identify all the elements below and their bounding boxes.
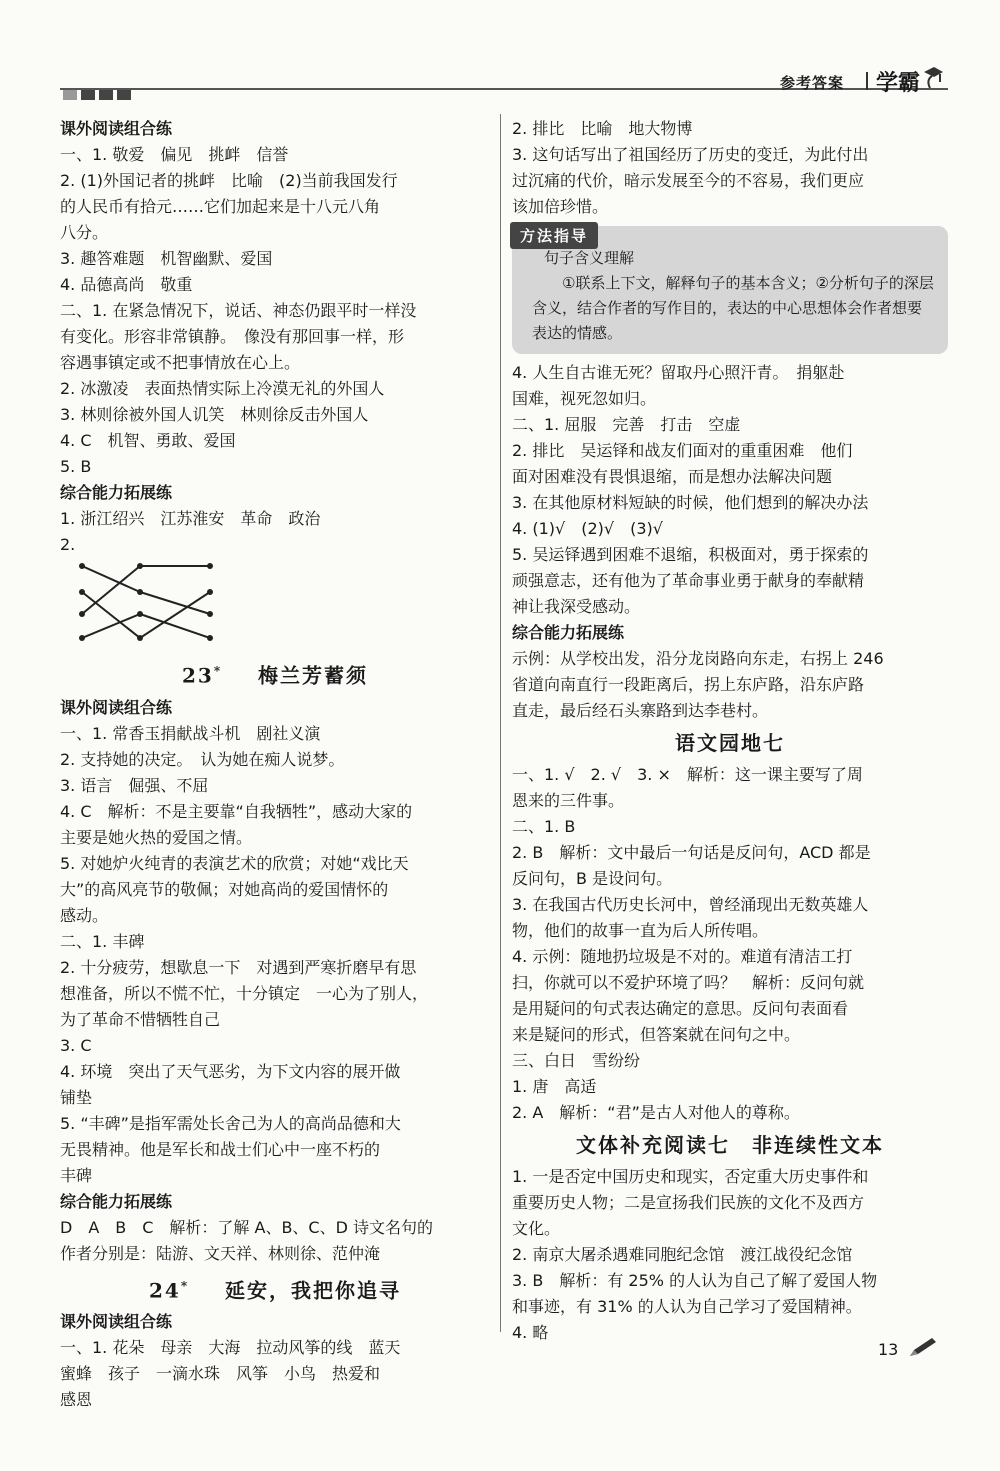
answer-line: 1. 一是否定中国历史和现实，否定重大历史事件和 xyxy=(512,1167,869,1186)
answer-line: 4. 环境 突出了天气恶劣，为下文内容的展开做 xyxy=(60,1061,401,1081)
pencil-icon xyxy=(906,1336,942,1360)
answer-line: 过沉痛的代价，暗示发展至今的不容易，我们更应 xyxy=(512,171,865,190)
answer-line: 1. 浙江绍兴 江苏淮安 革命 政治 xyxy=(60,509,321,528)
answer-line: 一、1. 常香玉捐献战斗机 剧社义演 xyxy=(60,723,321,743)
lesson-number: 23 xyxy=(182,663,214,688)
answer-line: 顽强意志，还有他为了革命事业勇于献身的奉献精 xyxy=(512,571,865,590)
answer-line: 八分。 xyxy=(60,223,109,242)
answer-line: 三、白日 雪纷纷 xyxy=(512,1051,641,1070)
answer-line: 重要历史人物；二是宣扬我们民族的文化不及西方 xyxy=(512,1193,865,1212)
answer-line: 二、1. B xyxy=(512,817,576,836)
lesson-title-23 xyxy=(60,652,490,695)
answer-line: 2. 南京大屠杀遇难同胞纪念馆 渡江战役纪念馆 xyxy=(512,1245,853,1264)
answer-line: 示例：从学校出发，沿分龙岗路向东走，右拐上 246 xyxy=(512,649,884,668)
answer-line: 二、1. 丰碑 xyxy=(60,931,145,951)
answer-line: 2. 支持她的决定。 认为她在痴人说梦。 xyxy=(60,749,345,769)
header-title: 参考答案 xyxy=(780,74,845,92)
section-heading: 综合能力拓展练 xyxy=(512,623,625,642)
header-decoration xyxy=(63,90,131,100)
lesson-name: 梅兰芳蓄须 xyxy=(257,663,368,688)
graduation-cap-icon xyxy=(922,64,944,90)
answer-line: 文化。 xyxy=(512,1219,561,1238)
answer-line: 5. 对她炉火纯青的表演艺术的欣赏；对她“戏比天 xyxy=(60,853,409,873)
answer-line: D A B C 解析：了解 A、B、C、D 诗文名句的 xyxy=(60,1217,434,1237)
answer-line: 扫，你就可以不爱护环境了吗？ 解析：反问句就 xyxy=(512,973,865,992)
section-heading: 综合能力拓展练 xyxy=(60,483,173,502)
answer-line: 直走，最后经石头寨路到达李巷村。 xyxy=(512,701,769,720)
answer-line: 4. (1)√ (2)√ (3)√ xyxy=(512,519,663,538)
lesson-title-24 xyxy=(60,1267,490,1310)
method-guide-title: 句子含义理解 xyxy=(544,249,635,267)
answer-line: 是用疑问的句式表达确定的意思。反问句表面看 xyxy=(512,999,849,1018)
section-heading: 课外阅读组合练 xyxy=(60,697,173,717)
answer-line: 的人民币有拾元……它们加起来是十八元八角 xyxy=(60,197,381,216)
header-separator xyxy=(866,72,868,90)
answer-line: 大”的高风亮节的敬佩；对她高尚的爱国情怀的 xyxy=(60,879,389,899)
left-column xyxy=(60,116,490,1413)
lesson-number: 24 xyxy=(149,1278,181,1303)
answer-line: 和事迹，有 31% 的人认为自己学习了爱国精神。 xyxy=(512,1297,862,1316)
answer-line: 5. “丰碑”是指军需处长舍己为人的高尚品德和大 xyxy=(60,1113,401,1133)
column-divider xyxy=(500,114,501,1332)
answer-line: 该加倍珍惜。 xyxy=(512,197,609,216)
answer-line: 来是疑问的形式，但答案就在问句之中。 xyxy=(512,1025,801,1044)
brand-logo-text: 学霸 xyxy=(876,71,921,96)
lesson-star: * xyxy=(213,664,223,678)
answer-line: 4. C 解析：不是主要靠“自我牺牲”，感动大家的 xyxy=(60,801,413,821)
answer-line: 3. C xyxy=(60,1035,92,1055)
answer-line: 3. 林则徐被外国人讥笑 林则徐反击外国人 xyxy=(60,405,369,424)
answer-line: 作者分别是：陆游、文天祥、林则徐、范仲淹 xyxy=(60,1243,381,1263)
page-number: 13 xyxy=(878,1340,899,1359)
answer-line: 2. A 解析：“君”是古人对他人的尊称。 xyxy=(512,1103,800,1122)
matching-lines-diagram xyxy=(60,558,290,648)
answer-line: 省道向南直行一段距离后，拐上东庐路，沿东庐路 xyxy=(512,675,865,694)
answer-line: 蜜蜂 孩子 一滴水珠 风筝 小鸟 热爱和 xyxy=(60,1364,381,1384)
answer-line: 一、1. √ 2. √ 3. × 解析：这一课主要写了周 xyxy=(512,765,863,784)
answer-line: 感恩 xyxy=(60,1390,93,1410)
answer-line: 5. B xyxy=(60,457,92,476)
section-heading: 课外阅读组合练 xyxy=(60,119,173,138)
answer-line: 3. 这句话写出了祖国经历了历史的变迁，为此付出 xyxy=(512,145,869,164)
answer-line: 无畏精神。他是军长和战士们心中一座不朽的 xyxy=(60,1139,381,1159)
lesson-star: * xyxy=(180,1278,190,1293)
method-guide-box xyxy=(512,226,948,354)
answer-line: 一、1. 敬爱 偏见 挑衅 信誉 xyxy=(60,145,289,164)
answer-line: 神让我深受感动。 xyxy=(512,597,641,616)
answer-line: 3. B 解析：有 25% 的人认为自己了解了爱国人物 xyxy=(512,1271,878,1290)
answer-line: 2. xyxy=(60,535,76,554)
right-column xyxy=(512,116,948,1346)
answer-line: 有变化。形容非常镇静。 像没有那回事一样，形 xyxy=(60,327,405,346)
genre-reading-title: 文体补充阅读七 非连续性文本 xyxy=(576,1133,884,1157)
method-guide-text: ①联系上下文，解释句子的基本含义；②分析句子的深层含义，结合作者的写作目的，表达的中心思想体会作者想要表达的情感。 xyxy=(532,274,934,342)
answer-line: 3. 语言 倔强、不屈 xyxy=(60,775,209,795)
answer-line: 想准备，所以不慌不忙，十分镇定 一心为了别人， xyxy=(60,983,429,1003)
answer-line: 3. 在我国古代历史长河中，曾经涌现出无数英雄人 xyxy=(512,895,869,914)
answer-line: 2. 排比 比喻 地大物博 xyxy=(512,119,693,138)
answer-line: 2. B 解析：文中最后一句话是反问句，ACD 都是 xyxy=(512,843,871,862)
answer-line: 丰碑 xyxy=(60,1165,93,1185)
answer-line: 面对困难没有畏惧退缩，而是想办法解决问题 xyxy=(512,467,833,486)
answer-line: 2. 冰激凌 表面热情实际上冷漠无礼的外国人 xyxy=(60,379,385,398)
answer-line: 4. 示例：随地扔垃圾是不对的。难道有清洁工打 xyxy=(512,947,853,966)
answer-line: 物，他们的故事一直为后人所传唱。 xyxy=(512,921,769,940)
answer-line: 感动。 xyxy=(60,905,109,925)
answer-line: 二、1. 在紧急情况下，说话、神态仍跟平时一样没 xyxy=(60,301,417,320)
answer-line: 2. 排比 吴运铎和战友们面对的重重困难 他们 xyxy=(512,441,853,460)
answer-line: 4. 略 xyxy=(512,1323,549,1342)
answer-line: 2. (1)外国记者的挑衅 比喻 (2)当前我国发行 xyxy=(60,171,398,190)
answer-line: 4. 人生自古谁无死？留取丹心照汗青。 捐躯赴 xyxy=(512,363,845,382)
answer-line: 反问句，B 是设问句。 xyxy=(512,869,673,888)
answer-line: 恩来的三件事。 xyxy=(512,791,625,810)
answer-line: 容遇事镇定或不把事情放在心上。 xyxy=(60,353,301,372)
answer-line: 二、1. 屈服 完善 打击 空虚 xyxy=(512,415,741,434)
answer-line: 3. 在其他原材料短缺的时候，他们想到的解决办法 xyxy=(512,493,869,512)
lesson-name: 延安，我把你追寻 xyxy=(224,1278,401,1303)
answer-line: 铺垫 xyxy=(60,1087,93,1107)
answer-line: 国难，视死忽如归。 xyxy=(512,389,657,408)
answer-line: 4. 品德高尚 敬重 xyxy=(60,275,193,294)
section-heading: 课外阅读组合练 xyxy=(60,1312,173,1332)
yuwen-yuandi-title: 语文园地七 xyxy=(675,731,785,755)
section-heading: 综合能力拓展练 xyxy=(60,1191,173,1211)
answer-line: 5. 吴运铎遇到困难不退缩，积极面对，勇于探索的 xyxy=(512,545,869,564)
answer-line: 1. 唐 高适 xyxy=(512,1077,597,1096)
answer-line: 3. 趣答难题 机智幽默、爱国 xyxy=(60,249,273,268)
answer-line: 主要是她火热的爱国之情。 xyxy=(60,827,253,847)
answer-line: 为了革命不惜牺牲自己 xyxy=(60,1009,221,1029)
answer-line: 2. 十分疲劳，想歇息一下 对遇到严寒折磨早有思 xyxy=(60,957,417,977)
method-guide-label: 方法指导 xyxy=(510,222,598,249)
answer-line: 4. C 机智、勇敢、爱国 xyxy=(60,431,236,450)
answer-line: 一、1. 花朵 母亲 大海 拉动风筝的线 蓝天 xyxy=(60,1338,401,1358)
